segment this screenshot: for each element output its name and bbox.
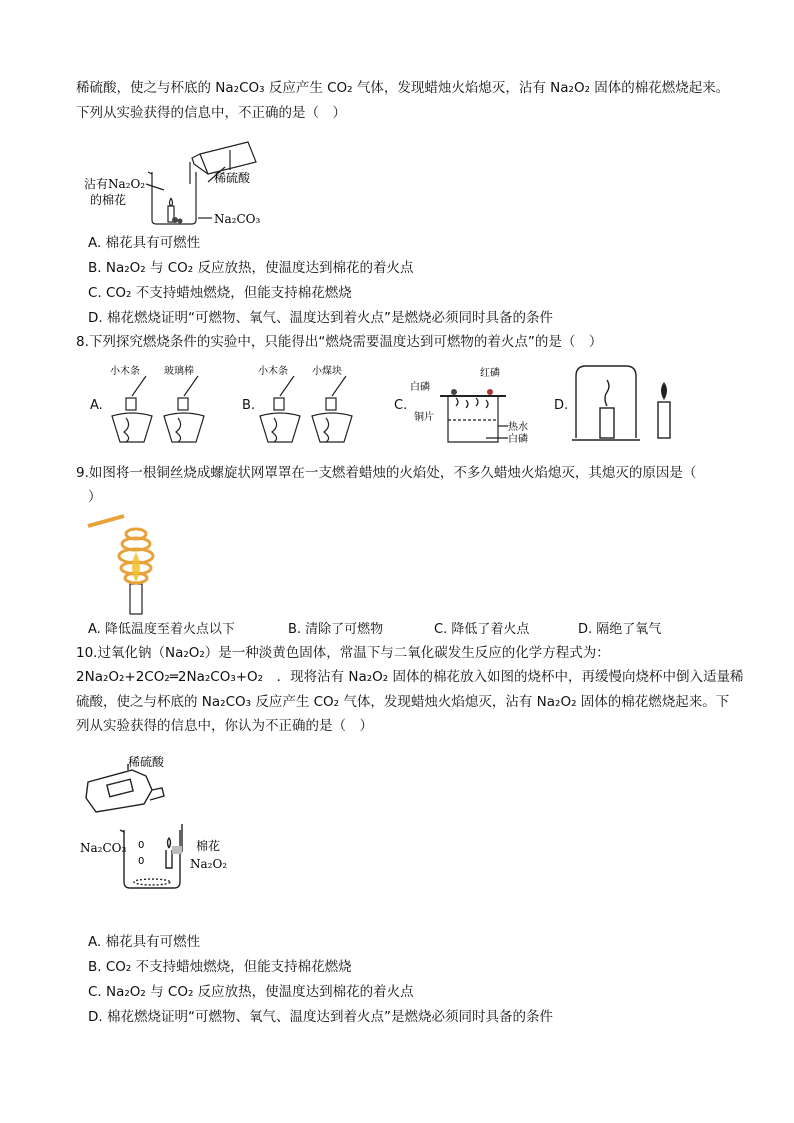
q8c-label-white-top: 白磷: [410, 382, 430, 393]
q8-option-b-letter: B.: [242, 398, 256, 413]
q10-line1: 10.过氧化钠（Na₂O₂）是一种淡黄色固体，常温下与二氧化碳发生反应的化学方程式为：: [76, 645, 610, 661]
q8c-label-copper: 铜片: [414, 412, 434, 423]
q7-option-c: C. CO₂ 不支持蜡烛燃烧，但能支持棉花燃烧: [88, 285, 352, 301]
q10-option-d: D. 棉花燃烧证明“可燃物、氧气、温度达到着火点”是燃烧必须同时具备的条件: [88, 1009, 553, 1025]
q9-option-b: B. 清除了可燃物: [288, 622, 384, 637]
q8a-label-right: 玻璃棒: [164, 366, 194, 377]
q8-figure-d: [570, 362, 680, 448]
svg-text:0: 0: [138, 840, 145, 851]
q10-line2: 2Na₂O₂+2CO₂═2Na₂CO₃+O₂ ．现将沾有 Na₂O₂ 固体的棉花放入如图的烧杯中，再缓慢向烧杯中倒入适量稀: [76, 669, 744, 685]
q10-line3: 硫酸，使之与杯底的 Na₂CO₃ 反应产生 CO₂ 气体，发现蜡烛火焰熄灭，沾有 Na₂O₂ 固体的棉花燃烧起来。下: [76, 694, 730, 710]
q10-label-salt: Na₂CO₃: [80, 841, 127, 855]
q9-option-c: C. 降低了着火点: [434, 622, 530, 637]
q8b-label-left: 小木条: [258, 366, 288, 377]
q8-figure-b: [254, 362, 364, 448]
q7-label-cotton2: 的棉花: [90, 193, 127, 207]
q8-option-c-letter: C.: [394, 398, 408, 413]
q7-label-salt: Na₂CO₃: [214, 212, 261, 226]
svg-text:0: 0: [138, 856, 145, 867]
q9-option-a: A. 降低温度至着火点以下: [88, 622, 235, 637]
q10-line4: 列从实验获得的信息中，你认为不正确的是（ ）: [76, 718, 373, 734]
q10-option-b: B. CO₂ 不支持蜡烛燃烧，但能支持棉花燃烧: [88, 959, 352, 975]
q10-label-peroxide: Na₂O₂: [190, 857, 228, 871]
q9-line2: ）: [88, 489, 102, 505]
q8c-label-red: 红磷: [480, 368, 500, 379]
q7-option-a: A. 棉花具有可燃性: [88, 235, 201, 251]
q7-line1: 稀硫酸，使之与杯底的 Na₂CO₃ 反应产生 CO₂ 气体，发现蜡烛火焰熄灭，沾有 Na₂O₂ 固体的棉花燃烧起来。: [76, 80, 730, 96]
q9-line1: 9.如图将一根铜丝烧成螺旋状网罩罩在一支燃着蜡烛的火焰处，不多久蜡烛火焰熄灭，其熄灭的原因是（: [76, 465, 697, 481]
q8b-label-right: 小煤块: [312, 366, 342, 377]
q7-option-b: B. Na₂O₂ 与 CO₂ 反应放热，使温度达到棉花的着火点: [88, 260, 414, 276]
q8-option-d-letter: D.: [554, 398, 569, 413]
q8-stem: 8.下列探究燃烧条件的实验中，只能得出“燃烧需要温度达到可燃物的着火点”的是（ ）: [76, 334, 603, 350]
q10-option-c: C. Na₂O₂ 与 CO₂ 反应放热，使温度达到棉花的着火点: [88, 984, 414, 1000]
q8-figure-c: [410, 362, 530, 448]
q10-label-acid: 稀硫酸: [128, 755, 165, 769]
q7-option-d: D. 棉花燃烧证明“可燃物、氧气、温度达到着火点”是燃烧必须同时具备的条件: [88, 310, 553, 326]
q7-line2: 下列从实验获得的信息中，不正确的是（ ）: [76, 105, 346, 121]
q7-label-acid: 稀硫酸: [214, 171, 251, 185]
q8-figure-a: [106, 362, 216, 448]
q10-figure: [78, 748, 248, 896]
q8-option-a-letter: A.: [90, 398, 103, 413]
q8c-label-hot-water: 热水: [508, 422, 528, 433]
q7-figure: [80, 132, 280, 232]
q7-label-cotton: 沾有Na₂O₂: [84, 177, 146, 191]
q8a-label-left: 小木条: [110, 366, 140, 377]
q10-option-a: A. 棉花具有可燃性: [88, 934, 201, 950]
q8c-label-white-bottom: 白磷: [508, 434, 528, 445]
q9-figure: [84, 512, 174, 616]
q10-label-cotton: 棉花: [196, 839, 221, 853]
q9-option-d: D. 隔绝了氧气: [578, 622, 662, 637]
